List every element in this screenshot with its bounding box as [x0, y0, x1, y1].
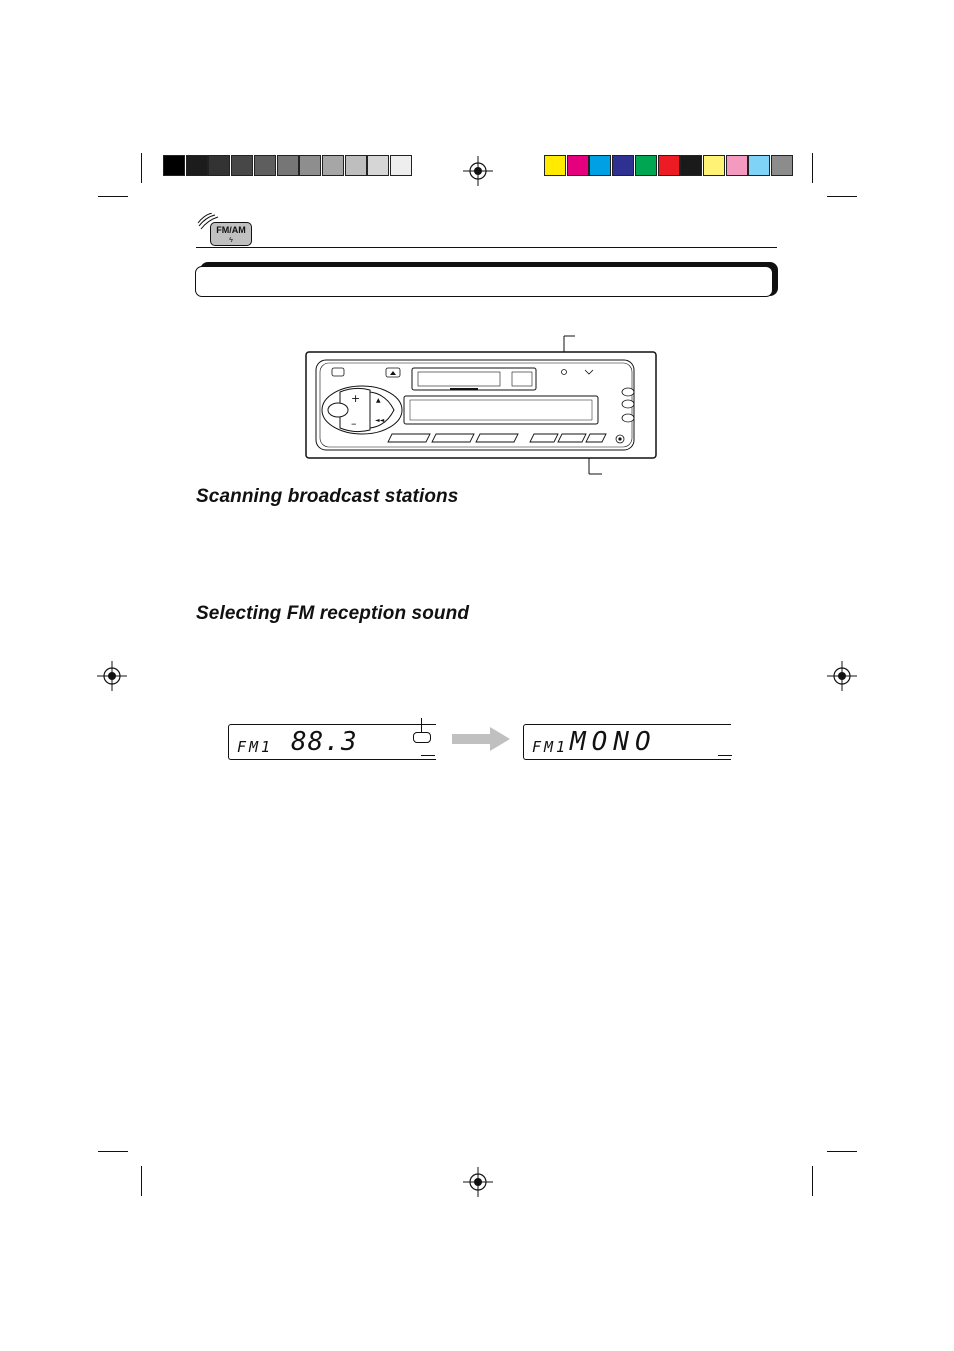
registration-target-right	[827, 661, 857, 691]
lcd-display-before	[228, 724, 436, 760]
fm-am-badge-label: FM/AM	[216, 225, 246, 235]
grayscale-swatch	[367, 155, 389, 176]
color-swatch	[658, 155, 680, 176]
svg-text:◄◄: ◄◄	[375, 417, 385, 424]
car-stereo-panel-illustration	[300, 330, 660, 478]
lcd-after-text: MONO	[570, 727, 657, 757]
crop-mark-tr-h	[827, 196, 857, 197]
transition-arrow-icon	[452, 727, 512, 751]
color-swatch	[544, 155, 566, 176]
grayscale-swatch	[254, 155, 276, 176]
fm-reception-sound-heading: Selecting FM reception sound	[196, 603, 470, 624]
grayscale-swatch	[186, 155, 208, 176]
color-swatch	[589, 155, 611, 176]
grayscale-swatch	[390, 155, 412, 176]
lcd-before-band: FM1	[237, 738, 274, 756]
registration-target-top	[463, 156, 493, 186]
scanning-stations-heading: Scanning broadcast stations	[196, 486, 459, 507]
lcd-after-baseline	[718, 755, 732, 756]
crop-mark-br-v	[812, 1166, 813, 1196]
crop-mark-tl-h	[98, 196, 128, 197]
grayscale-swatch	[163, 155, 185, 176]
crop-mark-bl-v	[141, 1166, 142, 1196]
grayscale-swatch	[208, 155, 230, 176]
crop-mark-tl-v	[141, 153, 142, 183]
antenna-icon: ϟ	[229, 237, 233, 244]
registration-target-left	[97, 661, 127, 691]
grayscale-swatch	[322, 155, 344, 176]
color-swatch	[748, 155, 770, 176]
crop-mark-br-h	[827, 1151, 857, 1152]
grayscale-swatch	[299, 155, 321, 176]
title-banner	[195, 266, 773, 297]
color-swatch	[567, 155, 589, 176]
stereo-indicator-icon	[413, 732, 431, 743]
lcd-before-baseline	[421, 755, 435, 756]
svg-text:▲: ▲	[376, 397, 381, 404]
registration-target-bottom	[463, 1167, 493, 1197]
fm-am-badge-box	[210, 222, 252, 246]
crop-mark-bl-h	[98, 1151, 128, 1152]
lcd-before-frequency: 88.3	[291, 727, 358, 757]
color-swatch	[703, 155, 725, 176]
color-swatch	[635, 155, 657, 176]
grayscale-swatch	[345, 155, 367, 176]
lcd-after-band: FM1	[532, 738, 569, 756]
grayscale-swatch	[277, 155, 299, 176]
color-swatch	[680, 155, 702, 176]
color-swatch	[612, 155, 634, 176]
fm-am-badge	[196, 213, 258, 247]
stereo-indicator-callout	[421, 718, 422, 732]
grayscale-swatch	[231, 155, 253, 176]
color-swatch	[771, 155, 793, 176]
header-rule	[196, 247, 777, 248]
lcd-display-after	[523, 724, 731, 760]
crop-mark-tr-v	[812, 153, 813, 183]
svg-text:+: +	[351, 392, 361, 405]
color-swatch	[726, 155, 748, 176]
svg-text:–: –	[351, 417, 357, 430]
